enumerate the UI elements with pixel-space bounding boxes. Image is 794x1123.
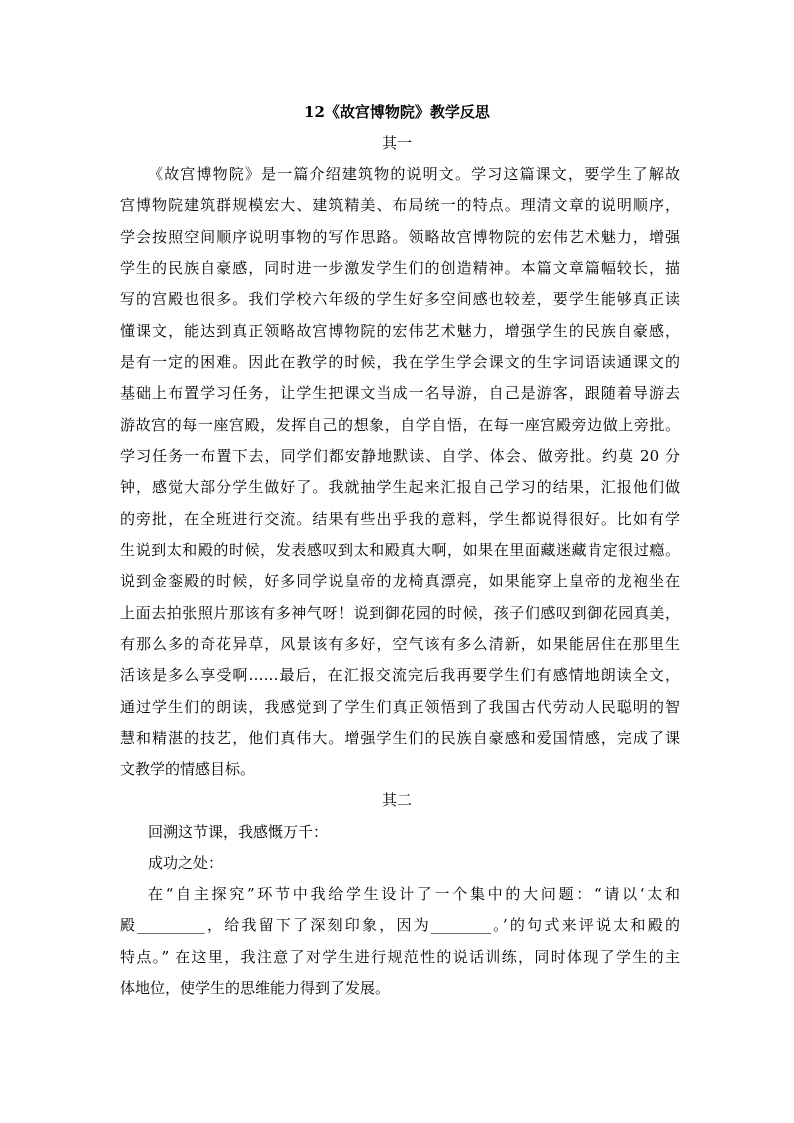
section-1-heading: 其一 xyxy=(381,134,412,152)
paragraph-line: 是有一定的困难。因此在教学的时候，我在学生学会课文的生字词语读通课文的 xyxy=(120,353,680,371)
paragraph-line: 慧和精湛的技艺，他们真伟大。增强学生们的民族自豪感和爱国情感，完成了课 xyxy=(120,729,680,747)
paragraph-line: 学生的民族自豪感，同时进一步激发学生们的创造精神。本篇文章篇幅较长，描 xyxy=(120,259,680,277)
paragraph-line: 成功之处： xyxy=(148,854,224,872)
paragraph-line: 基础上布置学习任务，让学生把课文当成一名导游，自己是游客，跟随着导游去 xyxy=(120,384,680,402)
paragraph-line: 文教学的情感目标。 xyxy=(120,760,256,778)
paragraph-line: 写的宫殿也很多。我们学校六年级的学生好多空间感也较差，要学生能够真正读 xyxy=(120,290,680,308)
paragraph-line: 《故宫博物院》是一篇介绍建筑物的说明文。学习这篇课文，要学生了解故 xyxy=(148,165,680,183)
paragraph-line: 体地位，使学生的思维能力得到了发展。 xyxy=(120,979,391,997)
paragraph-line: 通过学生们的朗读，我感觉到了学生们真正领悟到了我国古代劳动人民聪明的智 xyxy=(120,698,680,716)
paragraph-line: 学习任务一布置下去，同学们都安静地默读、自学、体会、做旁批。约莫 20 分 xyxy=(120,447,680,465)
paragraph-line: 的旁批，在全班进行交流。结果有些出乎我的意料，学生都说得很好。比如有学 xyxy=(120,510,680,528)
paragraph-line: 懂课文，能达到真正领略故宫博物院的宏伟艺术魅力，增强学生的民族自豪感， xyxy=(120,322,680,340)
document-title: 12《故宫博物院》教学反思 xyxy=(304,103,490,121)
paragraph-line: 回溯这节课，我感慨万千： xyxy=(148,823,329,841)
paragraph-line: 有那么多的奇花异草，风景该有多好，空气该有多么清新，如果能居住在那里生 xyxy=(120,635,680,653)
paragraph-line: 上面去拍张照片那该有多神气呀！说到御花园的时候，孩子们感叹到御花园真美， xyxy=(120,604,680,622)
paragraph-line: 殿_________，给我留下了深刻印象，因为________。’的句式来评说太和殿的 xyxy=(120,916,680,934)
paragraph-line: 说到金銮殿的时候，好多同学说皇帝的龙椅真漂亮，如果能穿上皇帝的龙袍坐在 xyxy=(120,572,680,590)
paragraph-line: 特点。” 在这里，我注意了对学生进行规范性的说话训练，同时体现了学生的主 xyxy=(120,948,680,966)
paragraph-line: 钟，感觉大部分学生做好了。我就抽学生起来汇报自己学习的结果，汇报他们做 xyxy=(120,478,680,496)
paragraph-line: 学会按照空间顺序说明事物的写作思路。领略故宫博物院的宏伟艺术魅力，增强 xyxy=(120,228,680,246)
paragraph-line: 生说到太和殿的时候，发表感叹到太和殿真大啊，如果在里面藏迷藏肯定很过瘾。 xyxy=(120,541,680,559)
paragraph-line: 活该是多么享受啊……最后，在汇报交流完后我再要学生们有感情地朗读全文， xyxy=(120,666,680,684)
paragraph-line: 在“自主探究”环节中我给学生设计了一个集中的大问题：“请以‘太和 xyxy=(148,885,680,903)
section-2-heading: 其二 xyxy=(381,791,412,809)
paragraph-line: 宫博物院建筑群规模宏大、建筑精美、布局统一的特点。理清文章的说明顺序， xyxy=(120,196,680,214)
paragraph-line: 游故宫的每一座宫殿，发挥自己的想象，自学自悟，在每一座宫殿旁边做上旁批。 xyxy=(120,416,680,434)
